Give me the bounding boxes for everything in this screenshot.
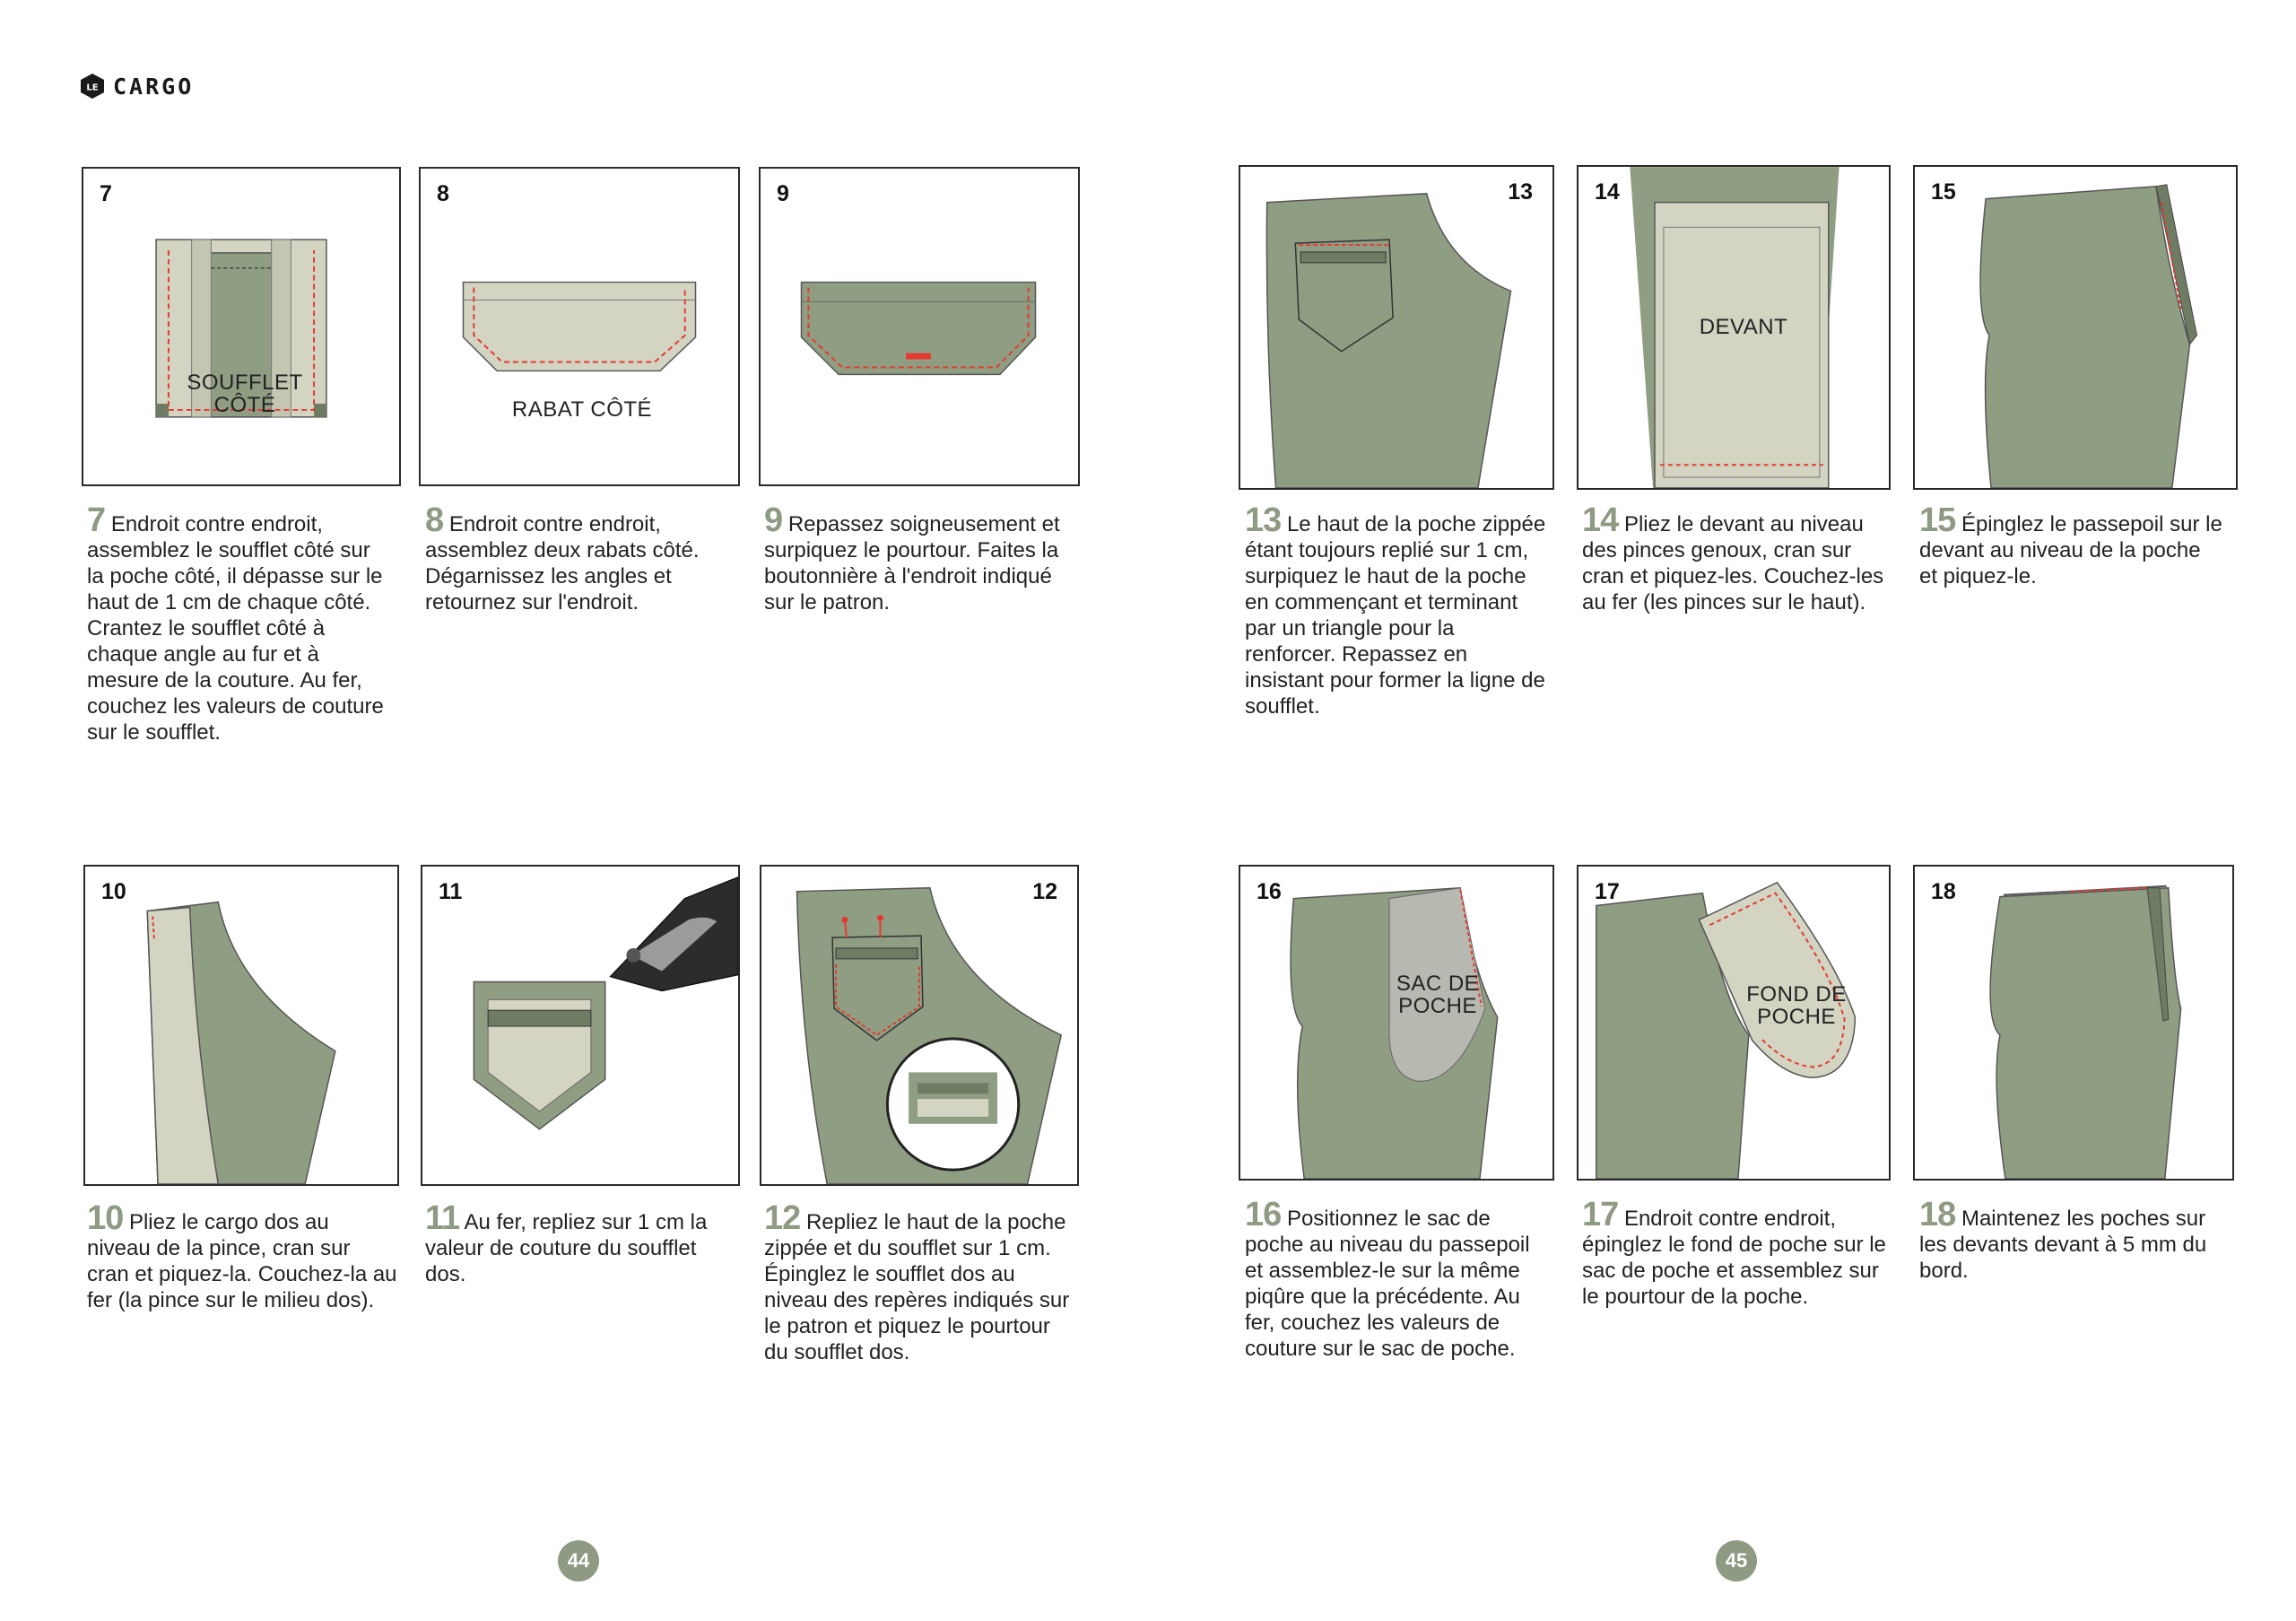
step-17-caption [1582, 1196, 1892, 1310]
step-14-caption-number: 14 [1582, 501, 1619, 539]
illustration-step-13 [1239, 165, 1554, 490]
illustration-step-11 [421, 865, 740, 1186]
soufflet-dos-poche-illustration [761, 867, 1077, 1184]
illustration-step-10 [83, 865, 399, 1186]
step-13-caption [1245, 501, 1550, 719]
step-10-text: Pliez le cargo dos au niveau de la pince, cran sur cran et piquez-la. Couchez-la au fer (la pince sur le milieu dos). [87, 1210, 397, 1312]
step-13-text: Le haut de la poche zippée étant toujours replié sur 1 cm, surpiquez le haut de la poche en commençant et terminant par un triangle pour la renforcer. Repassez en insistant pour former la ligne de soufflet. [1245, 512, 1546, 719]
step-17-caption-number: 17 [1582, 1196, 1619, 1233]
poche-zippee-illustration [1240, 167, 1552, 488]
rabat-surpique-illustration [761, 169, 1078, 484]
step-11-caption [425, 1199, 735, 1287]
step-17-text: Endroit contre endroit, épinglez le fond de poche sur le sac de poche et assemblez sur le pourtour de la poche. [1582, 1207, 1886, 1309]
soufflet-cote-illustration [83, 169, 399, 484]
illustration-step-17 [1577, 865, 1891, 1181]
step-8-text: Endroit contre endroit, assemblez deux rabats côté. Dégarnissez les angles et retournez sur l'endroit. [425, 512, 700, 614]
page-number-right: 45 [1716, 1540, 1757, 1582]
svg-text:LE: LE [86, 83, 99, 93]
illustration-step-8 [419, 167, 740, 486]
rabat-cote-illustration [421, 169, 738, 484]
step-16-caption [1245, 1196, 1550, 1362]
step-15-text: Épinglez le passepoil sur le devant au niveau de la poche et piquez-le. [1919, 512, 2222, 588]
step-8-caption-number: 8 [425, 501, 444, 539]
step-11-number: 11 [439, 879, 463, 904]
step-15-caption-number: 15 [1919, 501, 1956, 539]
step-7-caption-number: 7 [87, 501, 106, 539]
step-12-number: 12 [1032, 879, 1057, 904]
step-14-number: 14 [1595, 179, 1620, 205]
step-11-caption-number: 11 [425, 1199, 460, 1237]
sac-de-poche-illustration [1240, 867, 1552, 1179]
step-12-caption [764, 1199, 1074, 1365]
step-8-label: RABAT CÔTÉ [511, 397, 653, 422]
step-9-number: 9 [777, 181, 789, 206]
step-9-text: Repassez soigneusement et surpiquez le pourtour. Faites la boutonnière à l'endroit indiqué sur le patron. [764, 512, 1060, 614]
illustration-step-18 [1913, 865, 2234, 1181]
step-9-caption [764, 501, 1069, 615]
step-10-caption [87, 1199, 397, 1313]
illustration-step-7 [82, 167, 401, 486]
step-15-number: 15 [1931, 179, 1956, 205]
step-15-caption [1919, 501, 2224, 589]
step-16-number: 16 [1257, 879, 1282, 904]
step-18-text: Maintenez les poches sur les devants devant à 5 mm du bord. [1919, 1207, 2207, 1283]
step-18-number: 18 [1931, 879, 1956, 904]
step-7-caption [87, 501, 392, 745]
poches-maintenues-illustration [1915, 867, 2232, 1179]
step-13-number: 13 [1508, 179, 1533, 205]
step-12-caption-number: 12 [764, 1199, 801, 1237]
step-10-number: 10 [101, 879, 126, 904]
step-14-label: DEVANT [1699, 315, 1788, 339]
cargo-dos-pince-illustration [85, 867, 397, 1184]
step-11-text: Au fer, repliez sur 1 cm la valeur de couture du soufflet dos. [425, 1210, 708, 1286]
step-18-caption [1919, 1196, 2230, 1284]
illustration-step-16 [1239, 865, 1554, 1181]
step-16-text: Positionnez le sac de poche au niveau du passepoil et assemblez-le sur la même piqûre que la précédente. Au fer, couchez les valeurs de couture sur le sac de poche. [1245, 1207, 1530, 1361]
step-8-caption [425, 501, 730, 615]
step-7-text: Endroit contre endroit, assemblez le soufflet côté sur la poche côté, il dépasse sur le haut de 1 cm de chaque côté. Crantez le soufflet côté à chaque angle au fur et à mesure de la couture. Au fer, couchez les valeurs de couture sur le soufflet. [87, 512, 384, 745]
step-16-label: SAC DE POCHE [1396, 972, 1480, 1019]
step-10-caption-number: 10 [87, 1199, 124, 1237]
step-17-number: 17 [1595, 879, 1620, 904]
step-7-number: 7 [100, 181, 112, 206]
logo [79, 70, 194, 102]
illustration-step-15 [1913, 165, 2238, 490]
illustration-step-14 [1577, 165, 1891, 490]
step-16-caption-number: 16 [1245, 1196, 1282, 1233]
illustration-step-12 [760, 865, 1079, 1186]
step-7-label: SOUFFLET CÔTÉ [187, 370, 303, 418]
logo-text: CARGO [113, 73, 195, 100]
step-13-caption-number: 13 [1245, 501, 1282, 539]
step-14-caption [1582, 501, 1887, 615]
logo-badge-icon [79, 73, 106, 100]
step-8-number: 8 [437, 181, 449, 206]
step-14-text: Pliez le devant au niveau des pinces genoux, cran sur cran et piquez-les. Couchez-les au fer (les pinces sur le haut). [1582, 512, 1884, 614]
step-12-text: Repliez le haut de la poche zippée et du soufflet sur 1 cm. Épinglez le soufflet dos au niveau des repères indiqués sur le patron et piquez le pourtour du soufflet dos. [764, 1210, 1070, 1364]
page-number-left: 44 [558, 1540, 599, 1582]
soufflet-dos-fer-illustration [422, 867, 738, 1184]
step-17-label: FOND DE POCHE [1746, 982, 1847, 1030]
step-18-caption-number: 18 [1919, 1196, 1956, 1233]
illustration-step-9 [759, 167, 1080, 486]
passepoil-illustration [1915, 167, 2236, 488]
step-9-caption-number: 9 [764, 501, 783, 539]
